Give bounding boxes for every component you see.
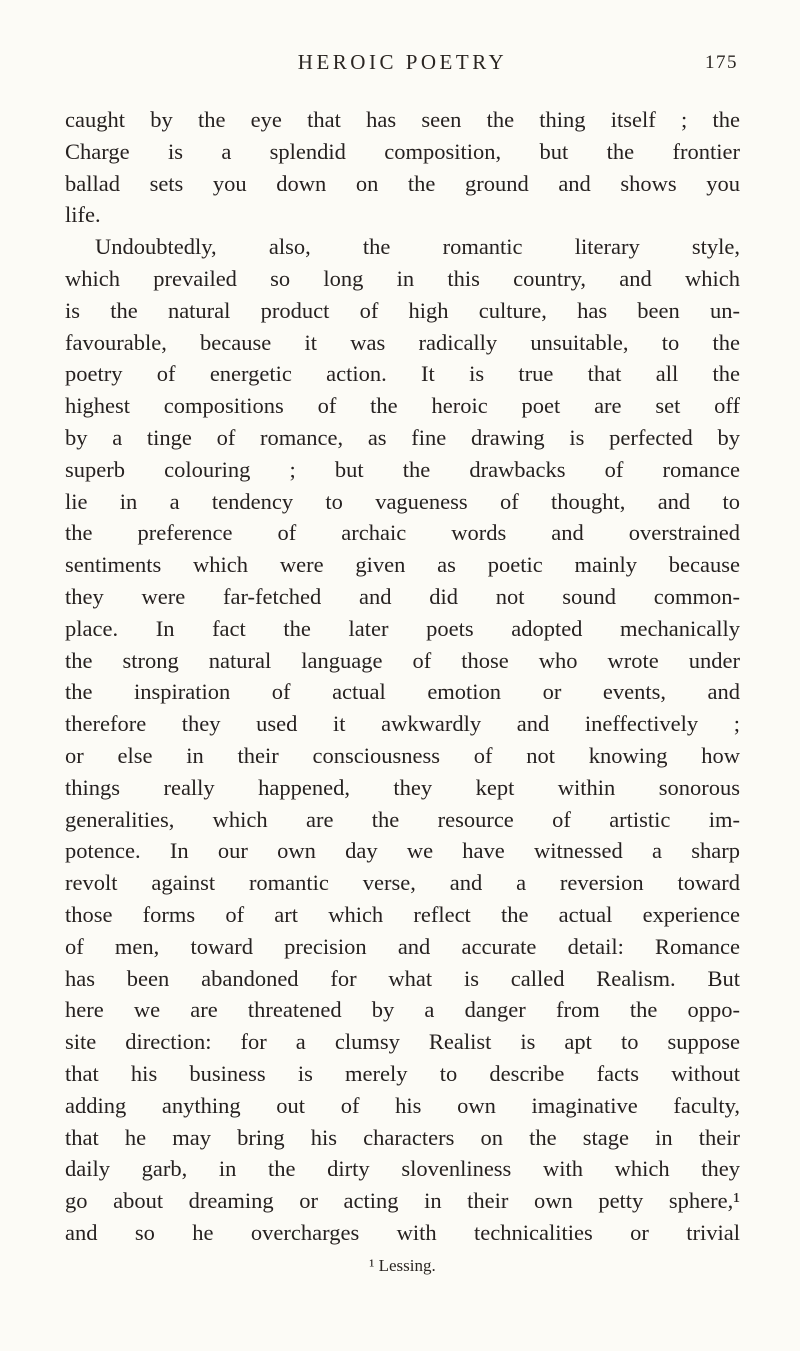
text-line: adding anything out of his own imaginative faculty, — [65, 1092, 740, 1118]
text-line: ballad sets you down on the ground and shows you — [65, 170, 740, 196]
text-line: has been abandoned for what is called Realism. But — [65, 965, 740, 991]
text-line: those forms of art which reflect the actual experience — [65, 901, 740, 927]
text-line: is the natural product of high culture, has been un- — [65, 297, 740, 323]
text-line: they were far-fetched and did not sound common- — [65, 583, 740, 609]
text-line: lie in a tendency to vagueness of thought, and to — [65, 488, 740, 514]
text-line: generalities, which are the resource of artistic im- — [65, 806, 740, 832]
text-line: site direction: for a clumsy Realist is apt to suppose — [65, 1029, 740, 1055]
text-line: revolt against romantic verse, and a reversion toward — [65, 870, 740, 896]
text-line: the preference of archaic words and overstrained — [65, 520, 740, 546]
text-body — [65, 104, 740, 1249]
text-line: here we are threatened by a danger from the oppo- — [65, 997, 740, 1023]
text-line: sentiments which were given as poetic mainly because — [65, 552, 740, 578]
text-line: things really happened, they kept within sonorous — [65, 774, 740, 800]
text-line: Charge is a splendid composition, but the frontier — [65, 138, 740, 164]
text-line: of men, toward precision and accurate detail: Romance — [65, 933, 740, 959]
text-line: place. In fact the later poets adopted mechanically — [65, 615, 740, 641]
text-line: that his business is merely to describe facts without — [65, 1060, 740, 1086]
text-line: Undoubtedly, also, the romantic literary style, — [95, 234, 740, 260]
text-line: favourable, because it was radically unsuitable, to the — [65, 329, 740, 355]
text-line: by a tinge of romance, as fine drawing is perfected by — [65, 424, 740, 450]
text-line: daily garb, in the dirty slovenliness with which they — [65, 1156, 740, 1182]
text-line: the strong natural language of those who wrote under — [65, 647, 740, 673]
text-line: and so he overcharges with technicalities or trivial — [65, 1219, 740, 1245]
text-line: caught by the eye that has seen the thing itself ; the — [65, 107, 740, 132]
text-line: the inspiration of actual emotion or events, and — [65, 679, 740, 705]
text-line: life. — [65, 202, 101, 228]
page-number: 175 — [705, 52, 738, 73]
text-line: go about dreaming or acting in their own petty sphere,¹ — [65, 1188, 740, 1214]
text-line: or else in their consciousness of not knowing how — [65, 742, 740, 768]
text-line: superb colouring ; but the drawbacks of romance — [65, 456, 740, 482]
text-line: highest compositions of the heroic poet are set off — [65, 393, 740, 419]
text-line: which prevailed so long in this country, and which — [65, 265, 740, 291]
page-header-title: HEROIC POETRY — [297, 50, 508, 74]
page-header — [65, 50, 740, 82]
text-line: that he may bring his characters on the stage in their — [65, 1124, 740, 1150]
text-line: potence. In our own day we have witnessed a sharp — [65, 838, 740, 864]
text-line: therefore they used it awkwardly and ineffectively ; — [65, 711, 740, 737]
footnote: ¹ Lessing. — [369, 1255, 436, 1275]
text-line: poetry of energetic action. It is true that all the — [65, 361, 740, 387]
